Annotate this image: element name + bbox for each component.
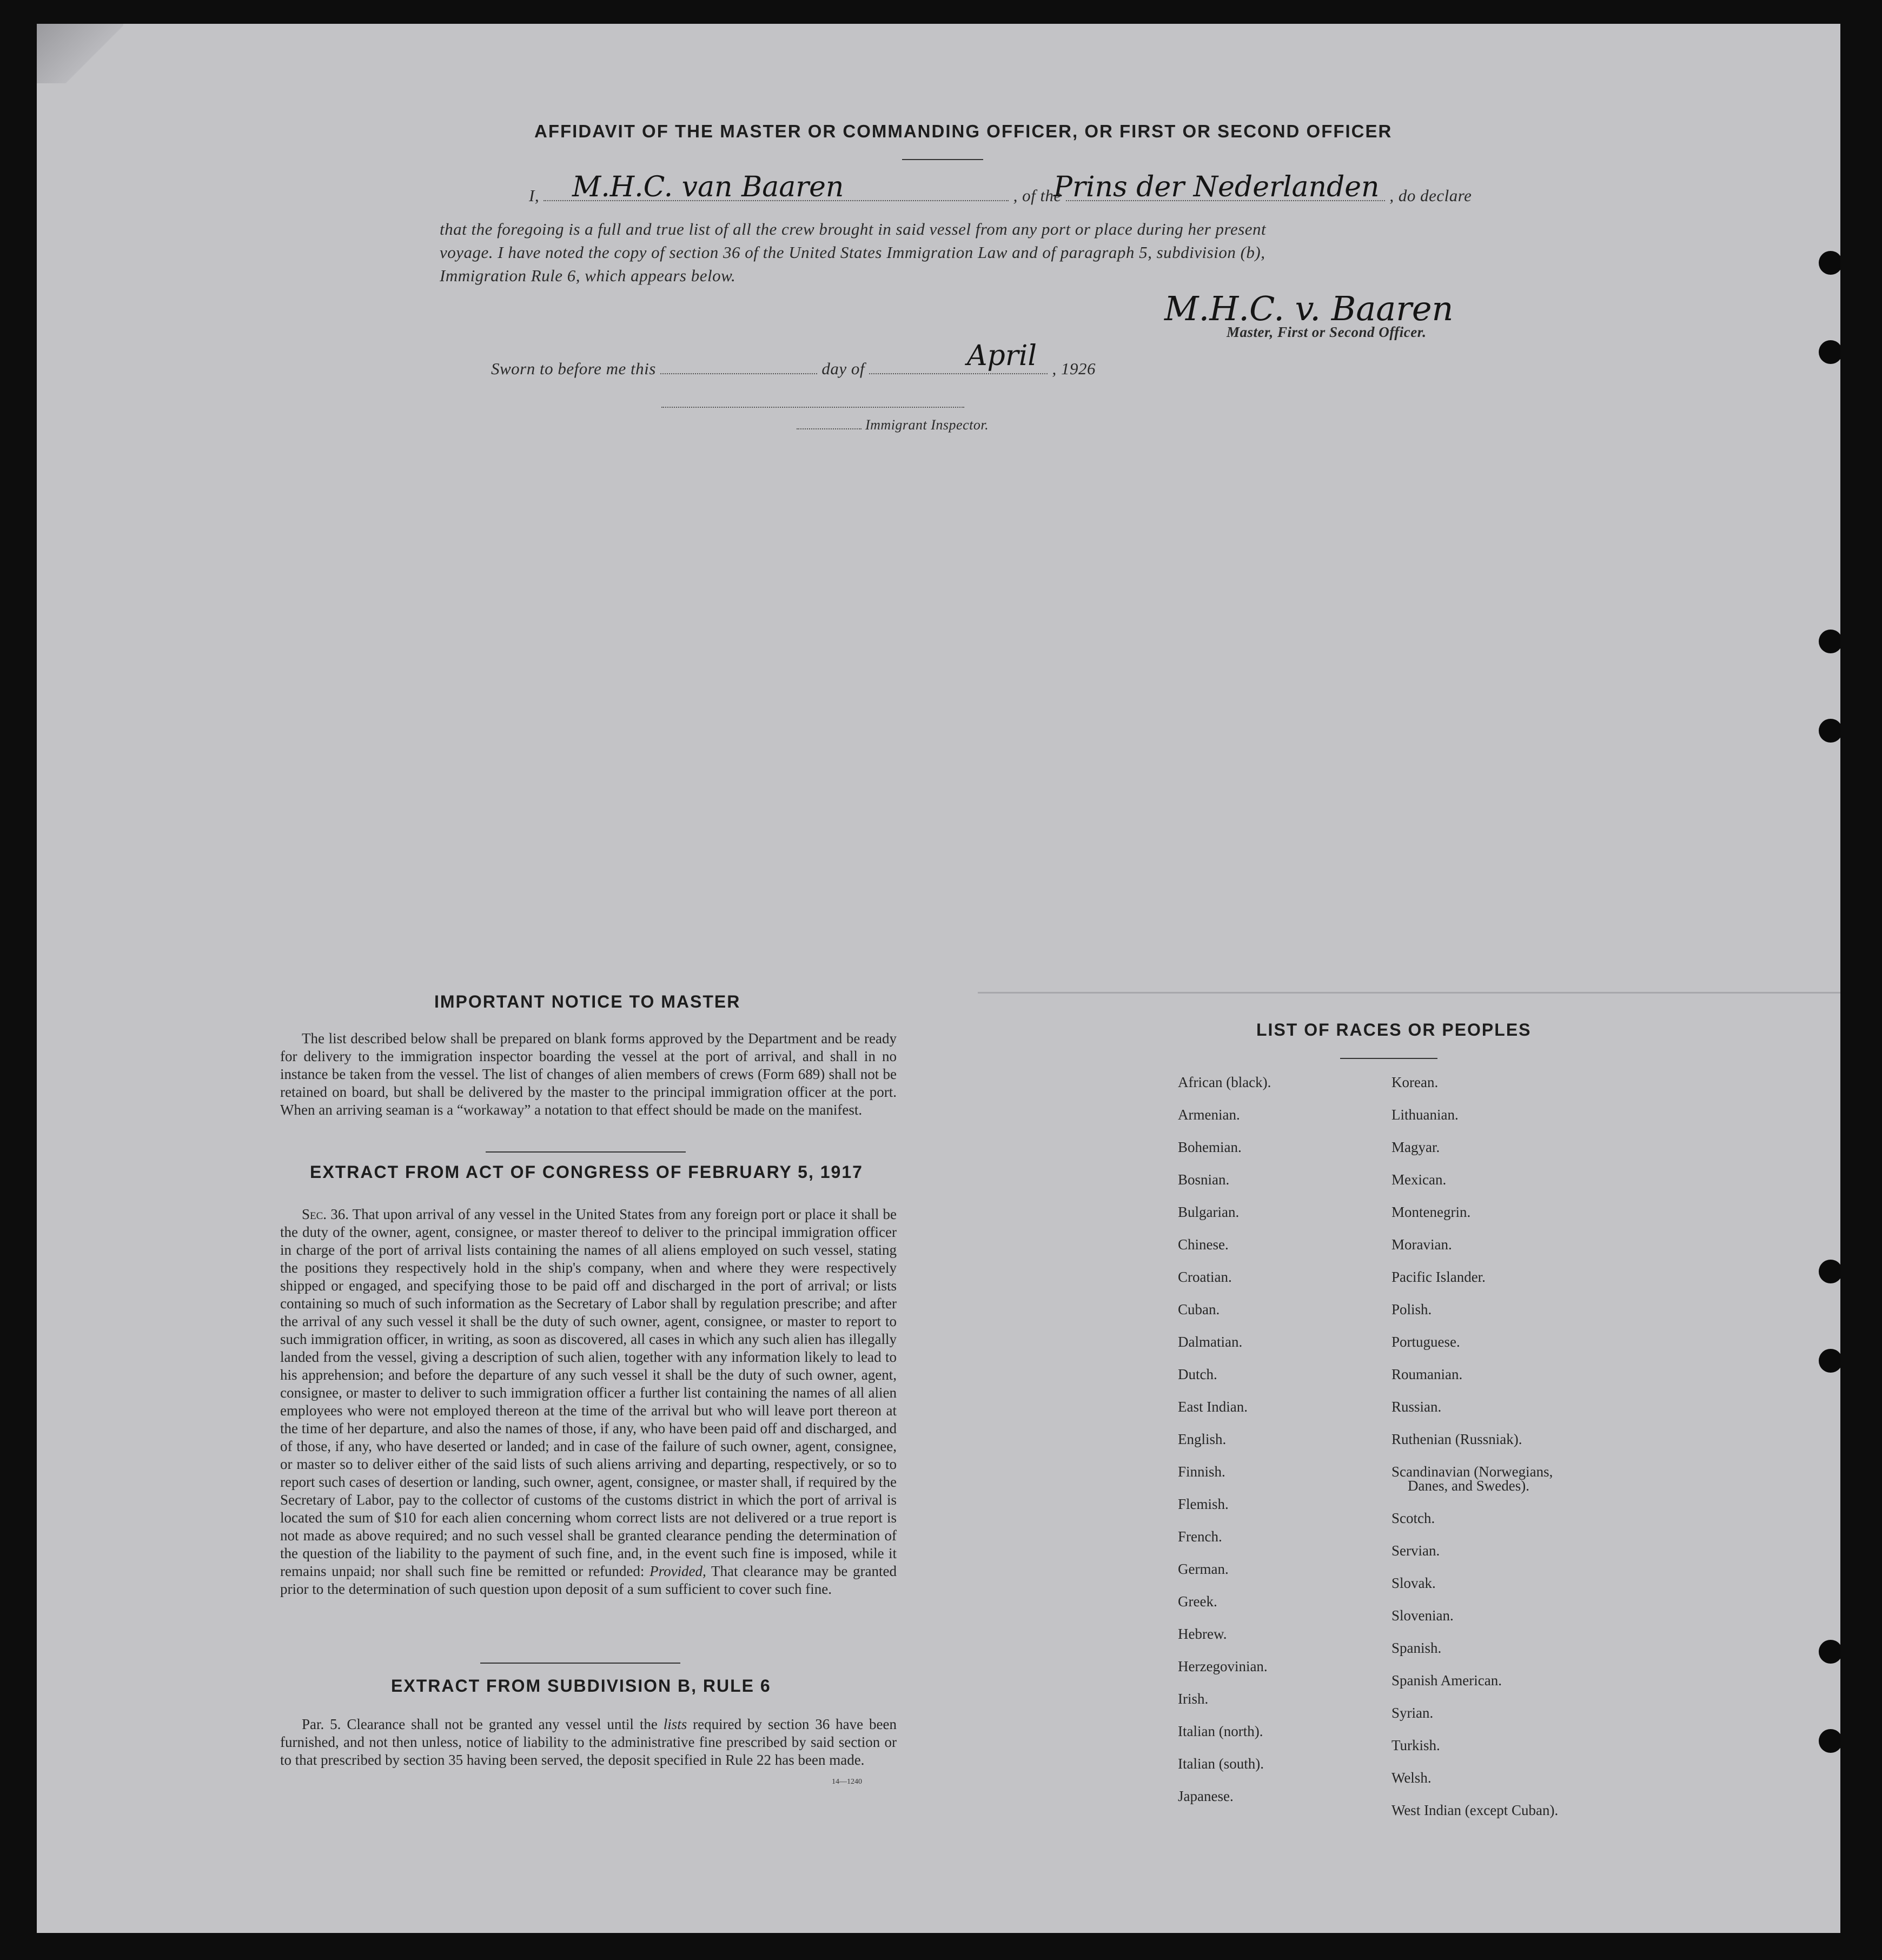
race-item: East Indian. bbox=[1178, 1399, 1248, 1415]
race-item: Scandinavian (Norwegians, bbox=[1391, 1464, 1553, 1480]
notice-text: The list described below shall be prepared on blank forms approved by the Department and be ready for delivery to the immigration inspector boarding the vessel at the port of arrival, and shall in no instance be taken from the vessel. The list of changes of alien members of crews (Form 689) shall not be retained on board, but shall be delivered by the master to the principal immigration officer at the port. When an arriving seaman is a “workaway” a notation to that effect should be made on the manifest. bbox=[280, 1030, 897, 1118]
divider bbox=[480, 1663, 680, 1664]
race-item: Montenegrin. bbox=[1391, 1204, 1471, 1220]
punch-hole bbox=[1819, 630, 1840, 653]
rule-text: Par. 5. Clearance shall not be granted any vessel until the lists required by section 36 have been furnished, and not then unless, notice of liability to the administrative fine prescribed by said section or to that prescribed by section 35 having been served, the deposit specified in Rule 22 has been made. bbox=[280, 1716, 897, 1768]
punch-hole bbox=[1819, 1260, 1840, 1283]
race-item: Bulgarian. bbox=[1178, 1204, 1240, 1220]
race-item: Herzegovinian. bbox=[1178, 1658, 1268, 1674]
race-item: Ruthenian (Russniak). bbox=[1391, 1431, 1522, 1447]
race-item: Welsh. bbox=[1391, 1770, 1432, 1786]
sworn-day-field bbox=[660, 373, 817, 374]
vessel-name-handwritten: Prins der Nederlanden bbox=[1053, 171, 1380, 203]
race-item: Cuban. bbox=[1178, 1301, 1220, 1317]
race-item: Scotch. bbox=[1391, 1510, 1435, 1526]
affidavit-title: AFFIDAVIT OF THE MASTER OR COMMANDING OFFICER, OR FIRST OR SECOND OFFICER bbox=[534, 121, 1393, 141]
race-item: German. bbox=[1178, 1561, 1229, 1577]
race-item: Mexican. bbox=[1391, 1171, 1447, 1188]
divider bbox=[1340, 1058, 1437, 1059]
punch-hole bbox=[1819, 1729, 1840, 1753]
race-item: French. bbox=[1178, 1528, 1222, 1545]
divider bbox=[486, 1151, 686, 1153]
race-item: Slovenian. bbox=[1391, 1607, 1454, 1624]
race-item: Irish. bbox=[1178, 1691, 1209, 1707]
race-item: English. bbox=[1178, 1431, 1227, 1447]
race-item: Turkish. bbox=[1391, 1737, 1440, 1753]
paper-crease bbox=[978, 992, 1840, 994]
race-item: Roumanian. bbox=[1391, 1366, 1463, 1382]
signature-caption: Master, First or Second Officer. bbox=[1227, 324, 1427, 340]
race-item: Dutch. bbox=[1178, 1366, 1217, 1382]
race-item: Magyar. bbox=[1391, 1139, 1440, 1155]
race-item: African (black). bbox=[1178, 1074, 1271, 1090]
document-page bbox=[37, 24, 1840, 1933]
race-item: Armenian. bbox=[1178, 1107, 1240, 1123]
race-item: West Indian (except Cuban). bbox=[1391, 1802, 1559, 1818]
race-item: Polish. bbox=[1391, 1301, 1432, 1317]
race-item: Chinese. bbox=[1178, 1236, 1229, 1253]
race-item: Danes, and Swedes). bbox=[1408, 1478, 1529, 1494]
punch-hole bbox=[1819, 719, 1840, 743]
punch-hole bbox=[1819, 340, 1840, 364]
form-number: 14—1240 bbox=[832, 1778, 862, 1786]
inspector-caption: Immigrant Inspector. bbox=[797, 417, 989, 433]
race-item: Croatian. bbox=[1178, 1269, 1232, 1285]
race-item: Bosnian. bbox=[1178, 1171, 1230, 1188]
race-item: Russian. bbox=[1391, 1399, 1442, 1415]
race-item: Japanese. bbox=[1178, 1788, 1234, 1804]
race-item: Servian. bbox=[1391, 1542, 1440, 1559]
punch-hole bbox=[1819, 251, 1840, 275]
race-item: Slovak. bbox=[1391, 1575, 1436, 1591]
affidavit-line-4: Immigration Rule 6, which appears below. bbox=[440, 266, 736, 285]
race-item: Pacific Islander. bbox=[1391, 1269, 1486, 1285]
race-item: Korean. bbox=[1391, 1074, 1439, 1090]
sworn-month-field bbox=[869, 373, 1048, 374]
punch-hole bbox=[1819, 1349, 1840, 1373]
sworn-month-handwritten: April bbox=[967, 340, 1037, 372]
inspector-signature-line bbox=[661, 407, 964, 408]
race-item: Italian (south). bbox=[1178, 1756, 1264, 1772]
notice-title: IMPORTANT NOTICE TO MASTER bbox=[434, 992, 741, 1011]
affidavit-line-3: voyage. I have noted the copy of section 36 of the United States Immigration Law and of paragraph 5, subdivision (b), bbox=[440, 243, 1265, 262]
race-item: Greek. bbox=[1178, 1593, 1217, 1610]
folded-corner bbox=[37, 24, 123, 83]
race-item: Spanish. bbox=[1391, 1640, 1442, 1656]
officer-name-handwritten: M.H.C. van Baaren bbox=[572, 171, 844, 203]
rule-title: EXTRACT FROM SUBDIVISION B, RULE 6 bbox=[391, 1676, 771, 1696]
race-item: Bohemian. bbox=[1178, 1139, 1242, 1155]
race-item: Syrian. bbox=[1391, 1705, 1434, 1721]
race-item: Portuguese. bbox=[1391, 1334, 1460, 1350]
affidavit-declaration-line: I, , of the , do declare bbox=[529, 186, 1472, 205]
sworn-line: Sworn to before me this day of , 1926 bbox=[491, 359, 1096, 378]
race-item: Moravian. bbox=[1391, 1236, 1452, 1253]
race-item: Italian (north). bbox=[1178, 1723, 1263, 1739]
race-item: Flemish. bbox=[1178, 1496, 1229, 1512]
race-item: Lithuanian. bbox=[1391, 1107, 1459, 1123]
affidavit-line-2: that the foregoing is a full and true list of all the crew brought in said vessel from any port or place during her present bbox=[440, 220, 1267, 239]
race-item: Spanish American. bbox=[1391, 1672, 1502, 1688]
race-item: Dalmatian. bbox=[1178, 1334, 1243, 1350]
act-title: EXTRACT FROM ACT OF CONGRESS OF FEBRUARY 5, 1917 bbox=[310, 1162, 863, 1182]
divider bbox=[902, 159, 983, 160]
race-item: Hebrew. bbox=[1178, 1626, 1227, 1642]
race-item: Finnish. bbox=[1178, 1464, 1225, 1480]
act-text: Sec. 36. That upon arrival of any vessel in the United States from any foreign port or place it shall be the duty of the owner, agent, consignee, or master thereof to deliver to the principal immigration officer in charge of the port of arrival lists containing the names of all aliens employed on such vessel, stating the positions they respectively hold in the ship's company, when and where they were respectively shipped or engaged, and specifying those to be paid off and discharged in the port of arrival; or lists containing so much of such information as the Secretary of Labor shall by regulation prescribe; and after the arrival of any such vessel it shall be the duty of such owner, agent, consignee, or master to report to such immigration officer, in writing, as soon as discovered, all cases in which any such alien has illegally landed from the vessel, giving a description of such alien, together with any information likely to lead to his apprehension; and before the departure of any such vessel it shall be the duty of such owner, agent, consignee, or master to deliver to such immigration officer a further list containing the names of all alien employees who were not employed thereon at the time of the arrival but who will leave port thereon at the time of her departure, and also the names of those, if any, who have been paid off and discharged, and of those, if any, who have deserted or landed; and in case of the failure of such owner, agent, consignee, or master so to deliver either of the said lists of such aliens arriving and departing, respectively, or so to report such cases of desertion or landing, such owner, agent, consignee, or master shall, if required by the Secretary of Labor, pay to the collector of customs of the customs district in which the port of arrival is located the sum of $10 for each alien concerning whom correct lists are not delivered or a true report is not made as above required; and no such vessel shall be granted clearance pending the determination of the question of the liability to the payment of such fine, and, in the event such fine is imposed, while it remains unpaid; nor shall such fine be remitted or refunded: Provided, That clearance may be granted prior to the determination of such question upon deposit of a sum sufficient to cover such fine. bbox=[280, 1206, 897, 1597]
officer-signature: M.H.C. v. Baaren bbox=[1164, 289, 1454, 328]
races-title: LIST OF RACES OR PEOPLES bbox=[1256, 1020, 1532, 1039]
punch-hole bbox=[1819, 1640, 1840, 1664]
